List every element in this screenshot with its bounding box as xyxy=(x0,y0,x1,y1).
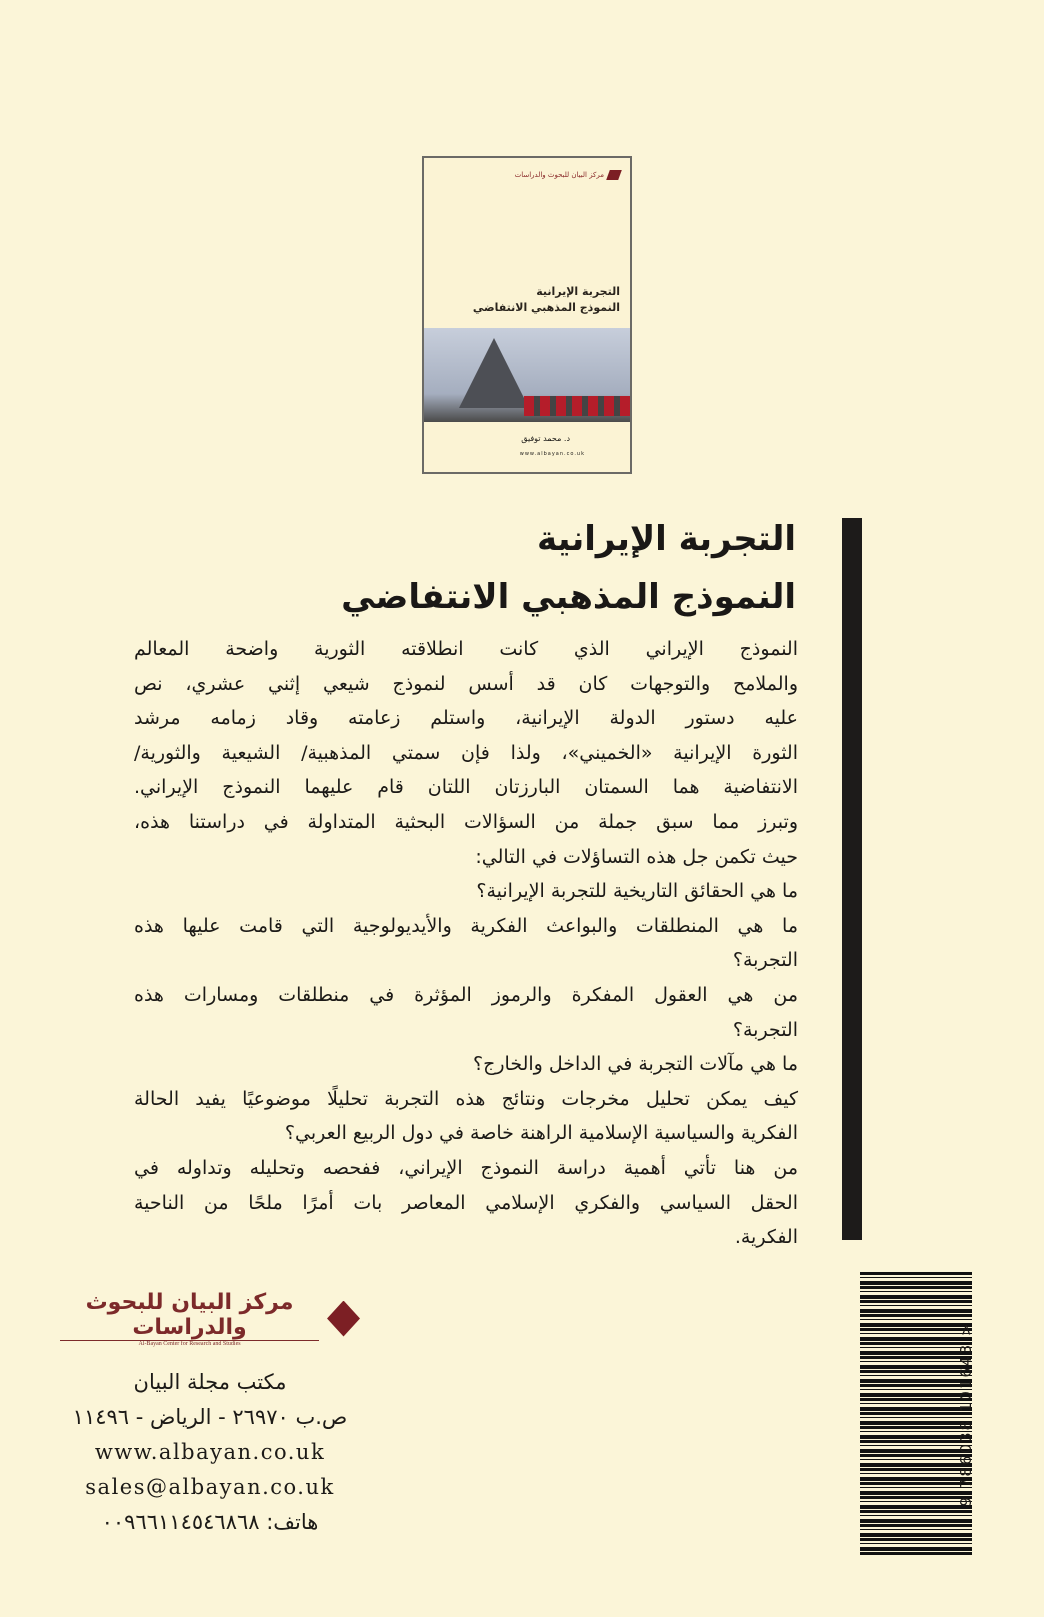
title-line-1: التجربة الإيرانية xyxy=(537,519,796,559)
blurb-line: الفكرية والسياسية الإسلامية الراهنة خاصة في دول الربيع العربي؟ xyxy=(284,1122,798,1145)
blurb-line: النموذج الإيراني الذي كانت انطلاقته الثورية واضحة المعالم xyxy=(134,638,798,660)
book-title xyxy=(341,510,796,626)
blurb-line: الثورة الإيرانية «الخميني»، ولذا فإن سمتي المذهبية/ الشيعية والثورية/ xyxy=(134,741,798,764)
phone: هاتف: ٠٠٩٦٦١١٤٥٤٦٨٦٨ xyxy=(101,1510,319,1534)
thumbnail-title: التجربة الإيرانية النموذج المذهبي الانتفاضي xyxy=(472,285,620,314)
blurb-line: كيف يمكن تحليل مخرجات ونتائج هذه التجربة تحليلًا موضوعيًا يفيد الحالة xyxy=(134,1087,798,1110)
isbn-barcode xyxy=(860,1272,972,1556)
publisher-footer xyxy=(60,1290,360,1540)
blurb-line: حيث تكمن جل هذه التساؤلات في التالي: xyxy=(475,845,798,868)
publisher-logo-icon xyxy=(606,170,622,180)
publisher-logo-icon xyxy=(327,1301,360,1337)
blurb-line: الفكرية. xyxy=(734,1226,798,1249)
office-name: مكتب مجلة البيان xyxy=(133,1370,287,1394)
blurb-text xyxy=(134,632,798,1255)
blurb-line: من هنا تأتي أهمية دراسة النموذج الإيراني، ففحصه وتحليله وتداوله في xyxy=(134,1156,798,1179)
cover-photo-azadi-tower xyxy=(424,328,630,422)
vertical-divider-bar xyxy=(842,518,862,1240)
tower-image xyxy=(459,338,529,408)
blurb-line: التجربة؟ xyxy=(732,949,798,972)
blurb-line: ما هي الحقائق التاريخية للتجربة الإيرانية؟ xyxy=(476,880,798,903)
website: www.albayan.co.uk xyxy=(94,1440,326,1464)
blurb-line: الحقل السياسي والفكري الإسلامي المعاصر بات أمرًا ملحًا من الناحية xyxy=(134,1191,798,1214)
blurb-line: عليه دستور الدولة الإيرانية، واستلم زعامته وقاد زمامه مرشد xyxy=(134,707,798,730)
title-line-2: النموذج المذهبي الانتفاضي xyxy=(341,577,796,617)
blurb-line: من هي العقول المفكرة والرموز المؤثرة في منطلقات ومسارات هذه xyxy=(134,983,798,1006)
flags-image xyxy=(524,396,630,416)
blurb-line: التجربة؟ xyxy=(732,1018,798,1041)
po-box: ص.ب ٢٦٩٧٠ - الرياض - ١١٤٩٦ xyxy=(72,1405,348,1429)
isbn-number: 9 786038 101643 > xyxy=(957,1321,975,1507)
email: sales@albayan.co.uk xyxy=(85,1475,335,1499)
publisher-logo: مركز البيان للبحوث والدراسات Al-Bayan Center for Research and Studies xyxy=(60,1290,360,1347)
blurb-line: وتبرز مما سبق جملة من السؤالات البحثية المتداولة في دراستنا هذه، xyxy=(134,810,798,833)
thumbnail-publisher-logo: مركز البيان للبحوث والدراسات xyxy=(515,170,620,180)
blurb-line: والملامح والتوجهات كان قد أسس لنموذج شيعي إثني عشري، نص xyxy=(134,672,798,695)
cover-thumbnail xyxy=(422,156,632,474)
blurb-line: الانتفاضية هما السمتان البارزتان اللتان قام عليهما النموذج الإيراني. xyxy=(134,776,798,799)
thumbnail-author: د. محمد توفيق xyxy=(521,434,570,443)
blurb-line: ما هي المنطلقات والبواعث الفكرية والأيديولوجية التي قامت عليها هذه xyxy=(134,914,798,937)
thumbnail-url: www.albayan.co.uk xyxy=(519,451,585,457)
blurb-line: ما هي مآلات التجربة في الداخل والخارج؟ xyxy=(473,1053,798,1076)
